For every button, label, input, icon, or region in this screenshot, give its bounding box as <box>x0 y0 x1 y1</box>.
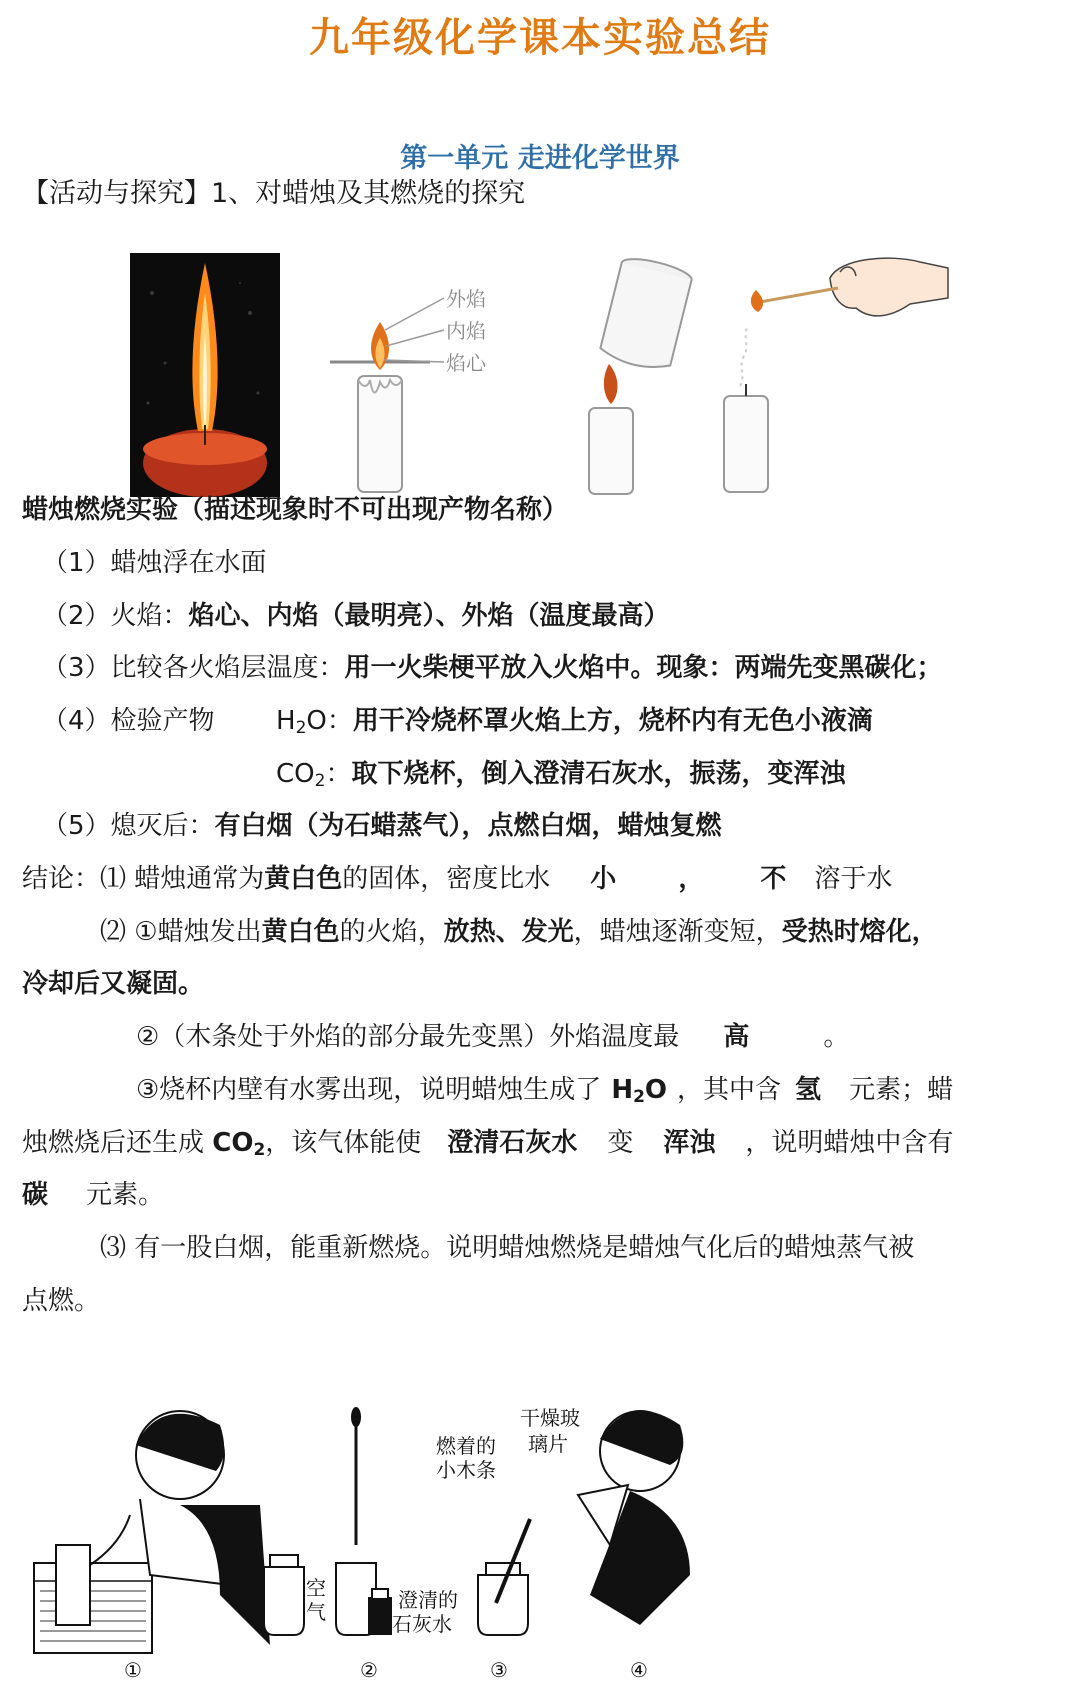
label-num-1: ① <box>124 1658 142 1682</box>
conclusion-3: ②（木条处于外焰的部分最先变黑）外焰温度最 高 。 <box>136 1022 850 1052</box>
conclusion-6: 碳 元素。 <box>22 1180 165 1210</box>
item-3: （3）比较各火焰层温度：用一火柴梗平放入火焰中。现象：两端先变黑碳化； <box>42 653 943 683</box>
label-limewater-2: 石灰水 <box>392 1612 452 1636</box>
breath-experiment-diagram <box>30 1395 760 1685</box>
conclusion-7-cont: 点燃。 <box>22 1286 101 1316</box>
page-title: 九年级化学课本实验总结 <box>309 15 771 61</box>
item-5: （5）熄灭后：有白烟（为石蜡蒸气），点燃白烟，蜡烛复燃 <box>42 811 722 841</box>
item-4-h2o: $H_2O$：用干冷烧杯罩火焰上方，烧杯内有无色小液滴 <box>276 706 873 738</box>
experiment-heading: 蜡烛燃烧实验（描述现象时不可出现产物名称） <box>22 495 569 525</box>
item-4: （4）检验产物 <box>42 706 215 736</box>
conclusion-2: ⑵ ①蜡烛发出黄白色的火焰，放热、发光，蜡烛逐渐变短，受热时熔化， <box>100 917 938 947</box>
flame-layers-diagram <box>330 280 520 500</box>
conclusion-5: 烛燃烧后还生成 $CO_2$，该气体能使 澄清石灰水 变 浑浊 ，说明蜡烛中含有 <box>22 1128 954 1160</box>
relight-smoke-diagram <box>720 248 950 500</box>
label-num-3: ③ <box>490 1658 508 1682</box>
label-num-4: ④ <box>630 1658 648 1682</box>
label-num-2: ② <box>360 1658 378 1682</box>
label-glass-1: 干燥玻 <box>520 1406 580 1430</box>
candle-photo <box>130 253 280 497</box>
unit-heading: 第一单元 走进化学世界 <box>400 143 680 174</box>
conclusion-7: ⑶ 有一股白烟，能重新燃烧。说明蜡烛燃烧是蜡烛气化后的蜡烛蒸气被 <box>100 1233 915 1263</box>
activity-heading: 【活动与探究】1、对蜡烛及其燃烧的探究 <box>22 178 526 209</box>
conclusion-4: ③烧杯内壁有水雾出现，说明蜡烛生成了 $H_2O$ ，其中含 氢 元素；蜡 <box>136 1075 954 1107</box>
item-4-co2: $CO_2$：取下烧杯，倒入澄清石灰水，振荡，变浑浊 <box>276 759 846 791</box>
label-glass-2: 璃片 <box>528 1432 568 1456</box>
label-stick-2: 小木条 <box>436 1458 496 1482</box>
item-2: （2）火焰：焰心、内焰（最明亮）、外焰（温度最高） <box>42 601 670 631</box>
item-1: （1）蜡烛浮在水面 <box>42 548 267 578</box>
label-inner-flame: 内焰 <box>446 319 486 343</box>
conclusion-2-cont: 冷却后又凝固。 <box>22 969 205 999</box>
label-limewater-1: 澄清的 <box>398 1588 458 1612</box>
label-stick-1: 燃着的 <box>436 1434 496 1458</box>
beaker-over-candle-diagram <box>575 258 705 500</box>
conclusion-1: 结论：⑴ 蜡烛通常为黄白色的固体，密度比水 小 ， 不 溶于水 <box>22 864 893 894</box>
label-air-1: 空 <box>306 1576 326 1600</box>
label-air-2: 气 <box>306 1600 326 1624</box>
label-outer-flame: 外焰 <box>446 287 486 311</box>
label-flame-core: 焰心 <box>446 351 486 375</box>
